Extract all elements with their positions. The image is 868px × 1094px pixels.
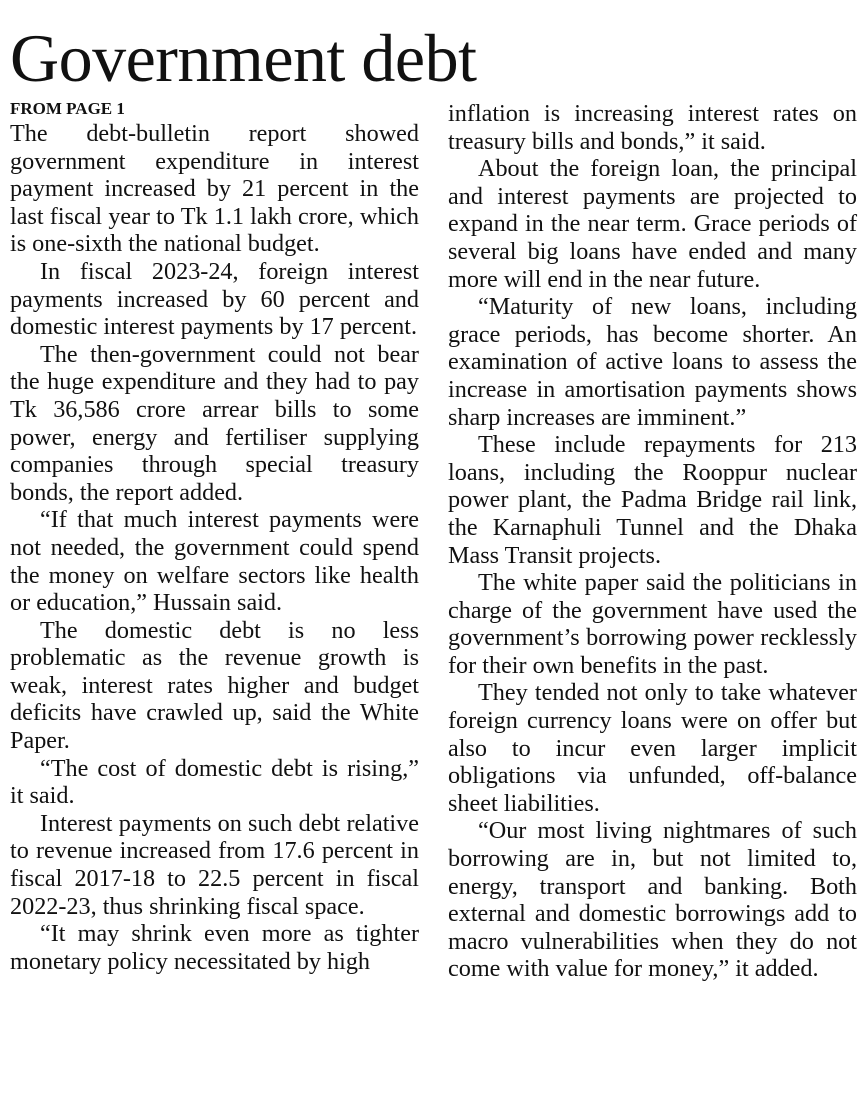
- article-paragraph: The domestic debt is no less problematic as the revenue growth is weak, interest rates higher and budget deficits have crawled up, said the White Paper.: [10, 616, 419, 755]
- article-paragraph: “Our most living nightmares of such borrowing are in, but not limited to, energy, transport and banking. Both external and domestic borrowings add to macro vulnerabilities when they do not come with value for money,” it added.: [448, 817, 857, 983]
- article-paragraph: These include repayments for 213 loans, including the Rooppur nuclear power plant, the Padma Bridge rail link, the Karnaphuli Tunnel and the Dhaka Mass Transit projects.: [448, 431, 857, 569]
- continuation-kicker: FROM PAGE 1: [10, 99, 125, 118]
- article-paragraph: They tended not only to take whatever foreign currency loans were on offer but also to incur even larger implicit obligations via unfunded, off-balance sheet liabilities.: [448, 679, 857, 817]
- article-paragraph: Interest payments on such debt relative to revenue increased from 17.6 percent in fiscal 2017-18 to 22.5 percent in fiscal 2022-23, thus shrinking fiscal space.: [10, 809, 419, 920]
- article-paragraph: “Maturity of new loans, including grace periods, has become shorter. An examination of active loans to assess the increase in amortisation payments shows sharp increases are imminent.”: [448, 293, 857, 431]
- article-paragraph: “The cost of domestic debt is rising,” it said.: [10, 754, 419, 810]
- article-paragraph: The debt-bulletin report showed government expenditure in interest payment increased by 21 percent in the last fiscal year to Tk 1.1 lakh crore, which is one-sixth the national budget.: [10, 120, 419, 258]
- article-paragraph: “If that much interest payments were not needed, the government could spend the money on welfare sectors like health or education,” Hussain said.: [10, 506, 419, 617]
- article-column-left: [10, 98, 419, 975]
- article-paragraph: “It may shrink even more as tighter monetary policy necessitated by high: [10, 920, 419, 975]
- article-paragraph: About the foreign loan, the principal and interest payments are projected to expand in the near term. Grace periods of several big loans have ended and many more will end in the near future.: [448, 155, 857, 293]
- article-column-right: [448, 98, 857, 983]
- article-paragraph: The then-government could not bear the huge expenditure and they had to pay Tk 36,586 crore arrear bills to some power, energy and fertiliser supplying companies through special treasury bonds, the report added.: [10, 340, 419, 506]
- article-paragraph: The white paper said the politicians in charge of the government have used the government’s borrowing power recklessly for their own benefits in the past.: [448, 569, 857, 679]
- article-paragraph-continued: inflation is increasing interest rates on treasury bills and bonds,” it said.: [448, 100, 857, 155]
- article-headline: Government debt: [10, 20, 477, 96]
- article-paragraph: In fiscal 2023-24, foreign interest payments increased by 60 percent and domestic interest payments by 17 percent.: [10, 257, 419, 341]
